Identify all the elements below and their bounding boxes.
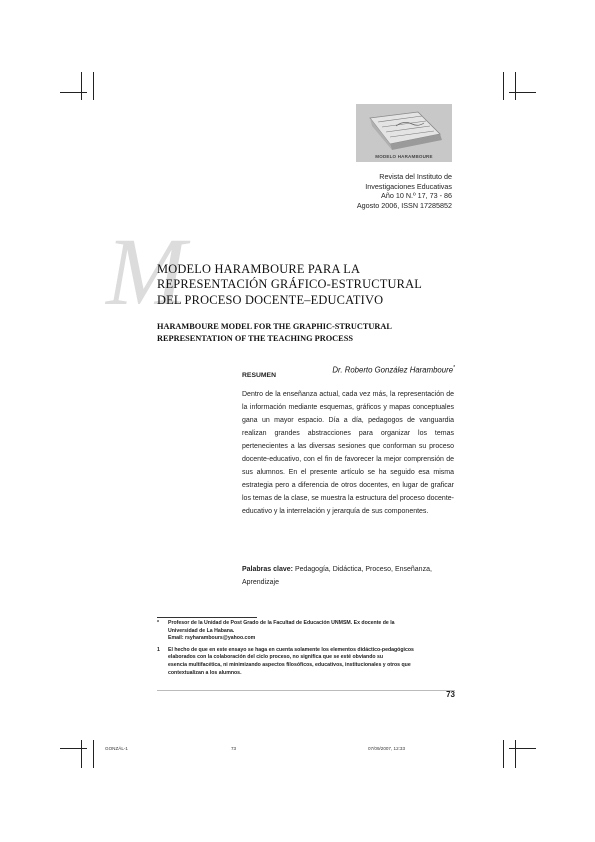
journal-line: Año 10 N.º 17, 73 - 86 <box>381 191 452 201</box>
decorative-initial: M <box>106 218 186 325</box>
keywords-label: Palabras clave: <box>242 566 293 573</box>
logo-caption: MODELO HARAMBOURE <box>375 154 433 159</box>
footnote <box>157 647 455 677</box>
crop-mark <box>93 740 94 768</box>
title-line: HARAMBOURE MODEL FOR THE GRAPHIC-STRUCTURAL <box>157 322 392 331</box>
footnote-line: contextualizan a los alumnos. <box>168 669 242 676</box>
journal-citation <box>357 172 452 210</box>
footnote-line: Universidad de La Habana. <box>168 627 235 634</box>
footnote-line: El hecho de que en este ensayo se haga en cuenta solamente los elementos didáctico-pedagógicos <box>168 646 414 653</box>
slug-page: 73 <box>231 746 237 751</box>
article-title-english <box>157 321 457 345</box>
title-line: REPRESENTACIÓN GRÁFICO-ESTRUCTURAL <box>157 277 422 292</box>
journal-line: Agosto 2006, ISSN 17285852 <box>356 200 452 210</box>
crop-mark <box>515 72 516 100</box>
footnote-line: elaborados con la colaboración del ciclo proceso, no significa que se esté obviando su <box>168 654 384 661</box>
footnote-line: Email: rsyharambours@yahoo.com <box>168 635 256 642</box>
title-line: REPRESENTATION OF THE TEACHING PROCESS <box>157 334 353 343</box>
bottom-rule <box>157 690 455 691</box>
crop-mark <box>503 740 504 768</box>
slug-file: GONZÁL-1 <box>105 746 128 751</box>
title-line: MODELO HARAMBOURE PARA LA <box>157 262 361 276</box>
crop-mark <box>515 740 516 768</box>
crop-mark <box>503 72 504 100</box>
slug-date: 07/09/2007, 12:33 <box>368 746 406 751</box>
abstract-heading: RESUMEN <box>242 372 276 379</box>
crop-mark <box>81 72 82 100</box>
crop-mark <box>509 748 536 749</box>
author-footnote-mark: * <box>453 365 455 371</box>
crop-mark <box>93 72 94 100</box>
crop-mark <box>60 92 87 93</box>
journal-line: Revista del Instituto de <box>379 172 452 181</box>
footnote-line: Profesor de la Unidad de Post Grado de la Facultad de Educación UNMSM. Ex docente de la <box>168 620 395 626</box>
crop-mark <box>509 92 536 93</box>
author-name <box>332 365 455 375</box>
footnotes <box>157 620 455 677</box>
article-title <box>157 262 457 308</box>
title-line: DEL PROCESO DOCENTE–EDUCATIVO <box>157 292 384 307</box>
journal-line: Investigaciones Educativas <box>365 181 452 191</box>
footnote-mark: 1 <box>157 646 160 653</box>
footnote-mark: * <box>157 620 160 626</box>
article-logo <box>356 104 452 162</box>
abstract-body: Dentro de la enseñanza actual, cada vez más, la representación de la información mediante esquemas, gráficos y mapas conceptuales gana un mayor espacio. Día a día, pedagogos de vanguardia realizan grandes abstracciones para organizar los temas pertenecientes a las diversas sesiones que conforman su proceso docente-educativo, con el fin de favorecer la mejor comprensión de sus alumnos. En el presente artículo se ha seguido esa misma estrategia pero a diferencia de otros docentes, en lugar de graficar los temas de la clase, se muestra la estructura del proceso docente-educativo y la interrelación y jerarquía de sus componentes. <box>242 391 454 515</box>
crop-mark <box>81 740 82 768</box>
footnote-line: esencia multifacética, ni minimizando aspectos filosóficos, educativos, institucionales y otros que <box>168 661 411 668</box>
author-text: Dr. Roberto González Haramboure <box>332 365 454 375</box>
footnote-rule <box>157 617 257 618</box>
keywords-list: Pedagogía, Didáctica, Proceso, Enseñanza, Aprendizaje <box>242 566 432 586</box>
keywords <box>242 563 454 589</box>
crop-mark <box>60 748 87 749</box>
page-number: 73 <box>446 690 455 699</box>
footnote <box>157 620 455 643</box>
